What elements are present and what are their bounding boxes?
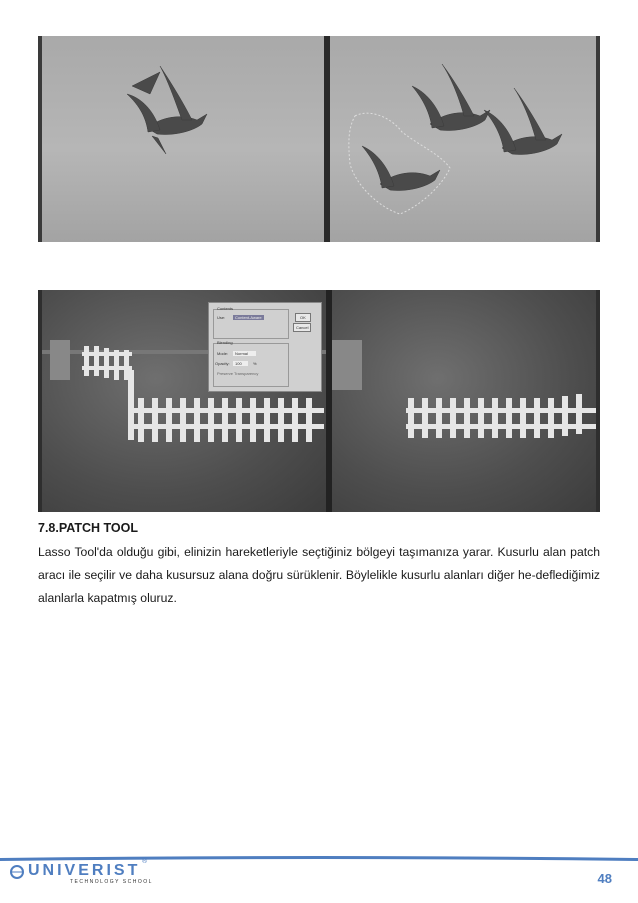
figure-birds — [38, 36, 600, 242]
page-number: 48 — [597, 871, 612, 886]
figure-fence-after — [332, 290, 596, 512]
dialog-use-select: Content-Aware — [235, 315, 262, 320]
dialog-ok-button: OK — [295, 313, 311, 322]
patch-dialog — [208, 302, 322, 392]
dialog-preserve-checkbox: Preserve Transparency — [217, 371, 259, 376]
logo-registered: ® — [142, 858, 148, 865]
logo-subtext: TECHNOLOGY SCHOOL — [70, 879, 153, 885]
figure-birds-before — [42, 36, 324, 242]
univerist-logo — [8, 858, 158, 893]
body-paragraph: Lasso Tool'da olduğu gibi, elinizin hareketleriyle seçtiğiniz bölgeyi taşımanıza yarar. Kusurlu alan patch aracı ile seçilir ve daha kusursuz alana doğru sürüklenir. Böylelikle kusurlu alanları diğer he-deflediğimiz alanlarla kapatmış oluruz. — [38, 545, 600, 605]
figure-birds-after — [330, 36, 596, 242]
footer-rule — [0, 855, 638, 861]
dialog-mode-select: Normal — [233, 351, 256, 356]
dialog-opacity-label: Opacity: — [215, 361, 230, 366]
section-heading: 7.8.PATCH TOOL — [38, 521, 139, 535]
logo-text: UNIVERIST — [28, 862, 141, 879]
dialog-use-label: Use: — [217, 315, 226, 320]
patch-selection — [349, 113, 450, 214]
figure-fence — [38, 290, 600, 512]
fence-image-after — [332, 290, 596, 512]
figure-fence-before — [42, 290, 326, 512]
dialog-blending-label: Blending — [217, 340, 233, 345]
birds-image — [330, 36, 596, 242]
dialog-opacity-unit: % — [253, 361, 257, 366]
bird-image — [42, 36, 324, 242]
dialog-mode-label: Mode: — [217, 351, 229, 356]
dialog-opacity-field: 100 — [233, 361, 248, 366]
dialog-cancel-button: Cancel — [293, 323, 311, 332]
dialog-contents-label: Contents — [217, 306, 234, 311]
